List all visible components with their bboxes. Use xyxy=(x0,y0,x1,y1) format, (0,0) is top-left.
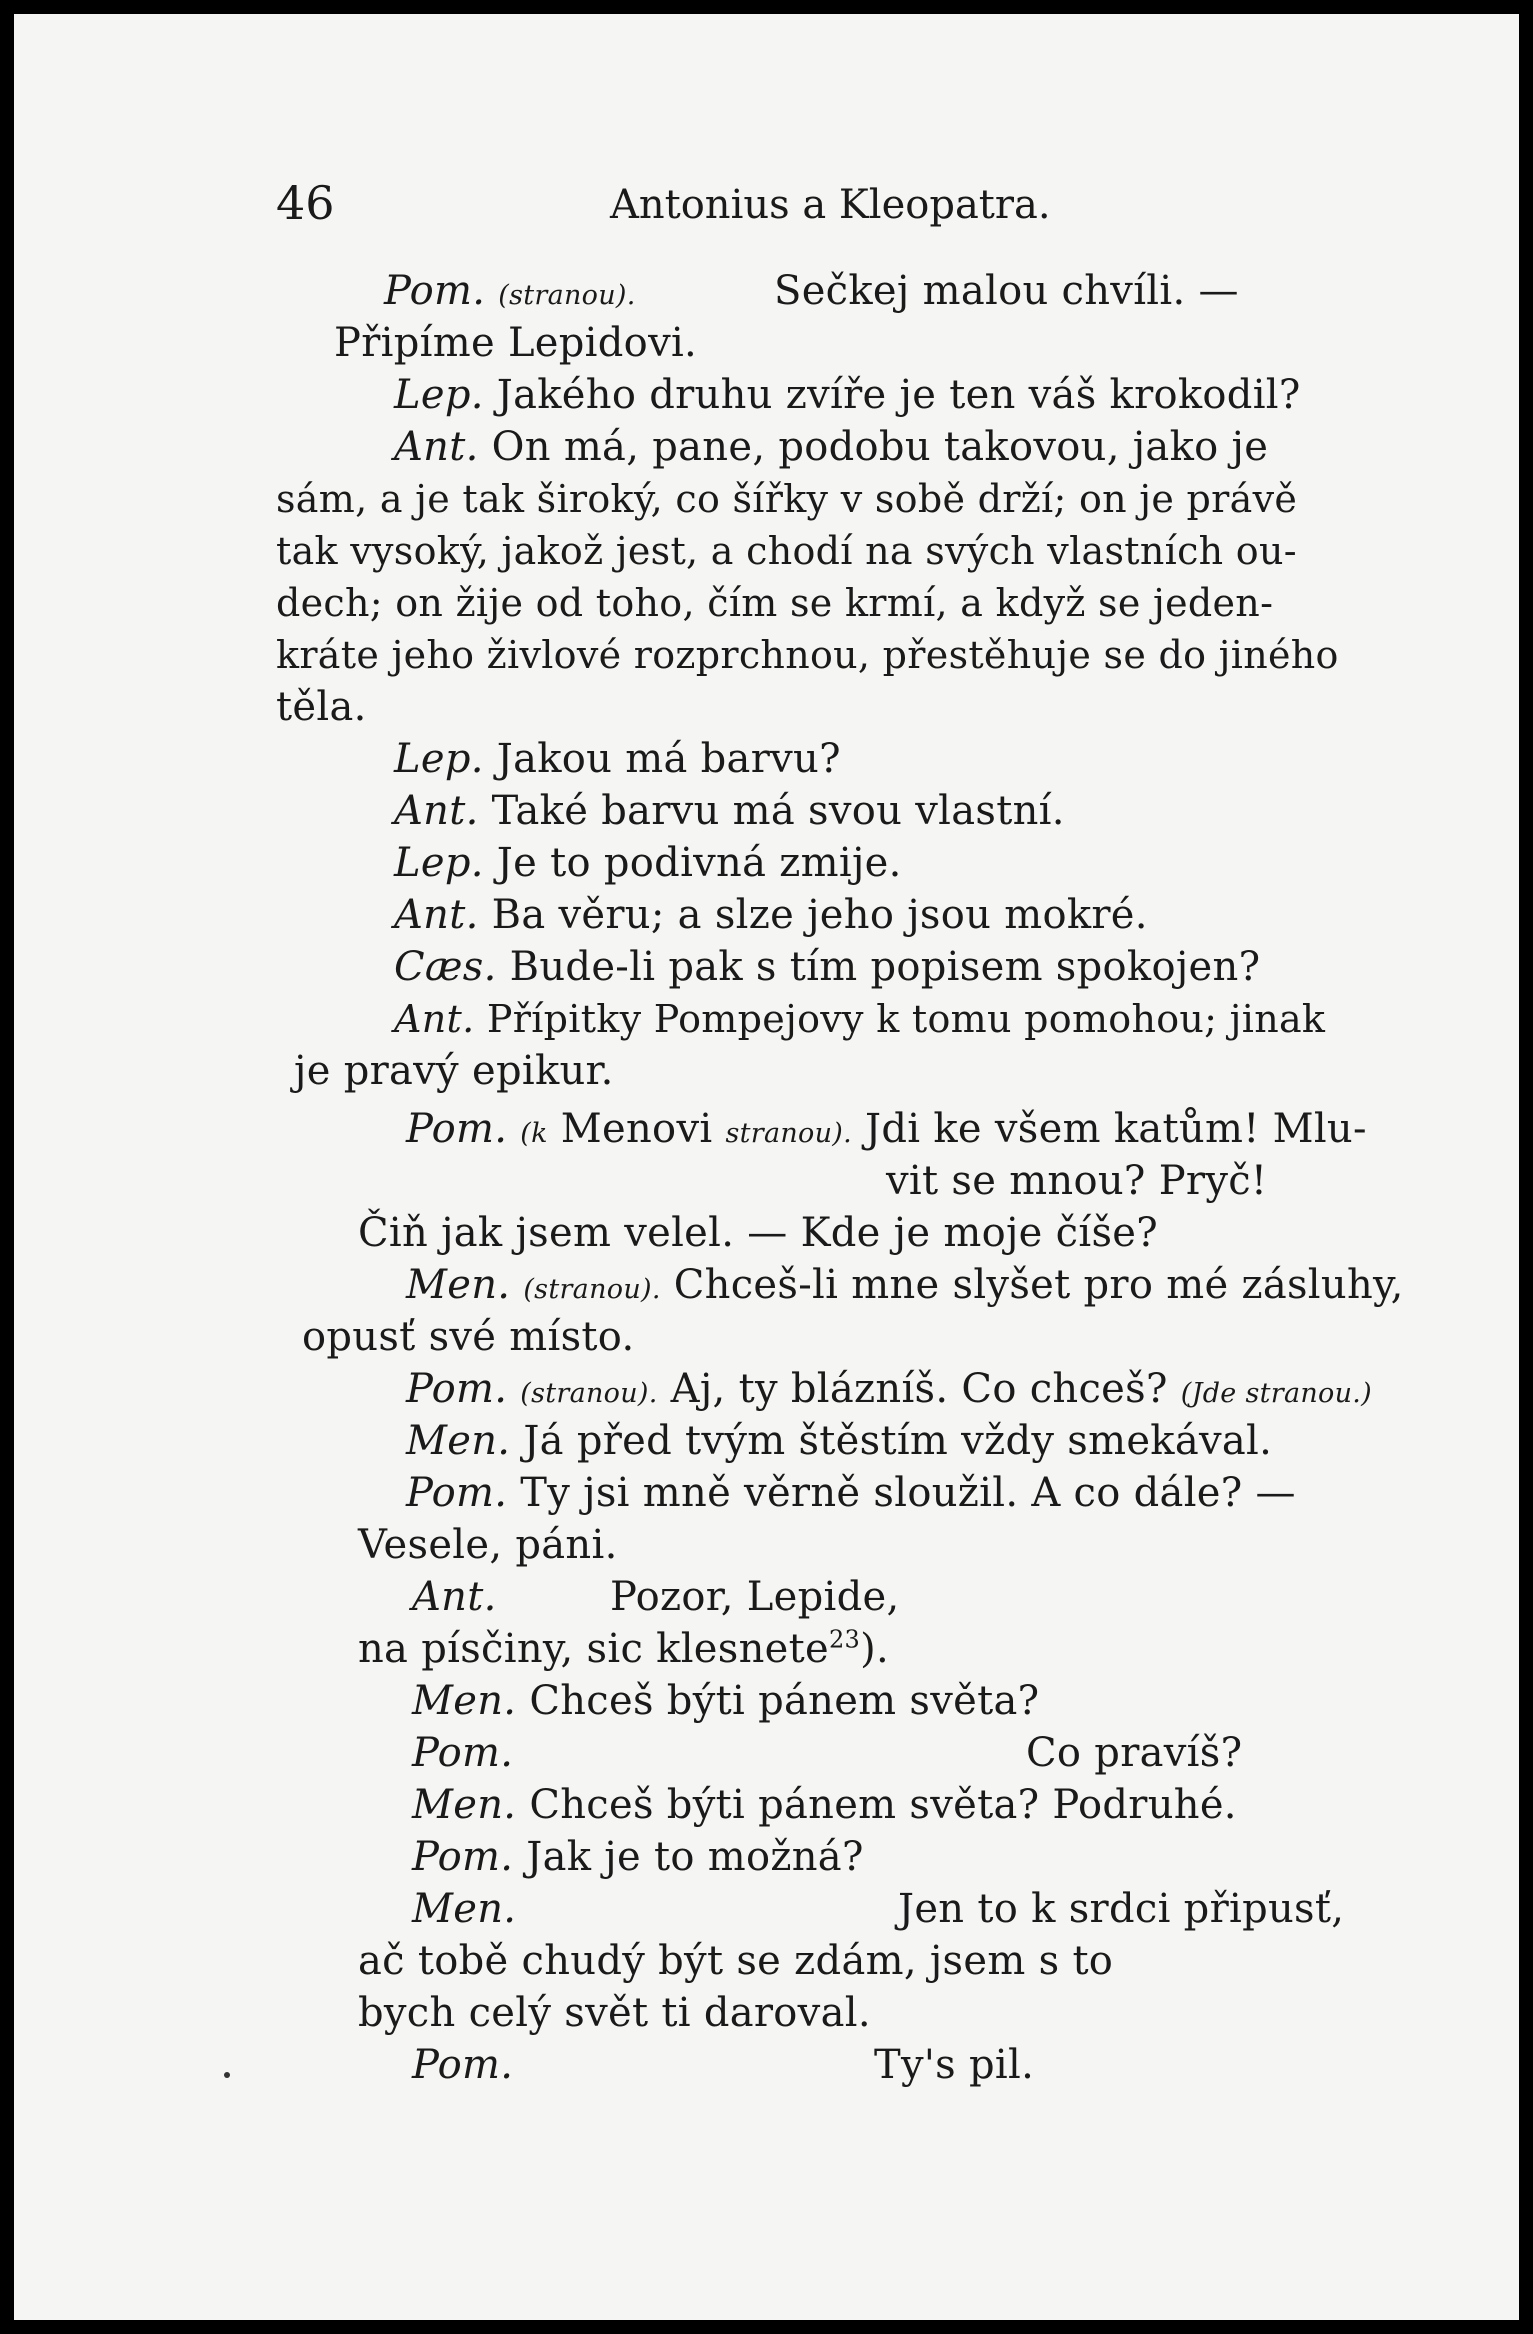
text-line xyxy=(358,1988,871,2038)
text-line xyxy=(610,1572,900,1622)
text-line xyxy=(412,1572,497,1622)
text-line xyxy=(394,994,1325,1044)
text-line xyxy=(774,266,1239,316)
speaker: Ant. xyxy=(394,997,475,1041)
speaker: Men. xyxy=(412,1678,517,1724)
speaker: Men. xyxy=(412,1782,517,1828)
line-text: Chceš-li mne slyšet pro mé zásluhy, xyxy=(673,1262,1404,1308)
speaker: Pom. xyxy=(412,1730,514,1776)
text-line xyxy=(358,1936,1113,1986)
line-text: opusť své místo. xyxy=(302,1314,635,1360)
line-text: Co pravíš? xyxy=(1026,1730,1243,1776)
text-line xyxy=(334,318,697,368)
text-line xyxy=(406,1416,1272,1466)
speaker: Ant. xyxy=(394,788,479,834)
text-line xyxy=(394,890,1148,940)
line-text: těla. xyxy=(276,684,367,730)
speaker: Men. xyxy=(406,1418,511,1464)
line-text: Bude-li pak s tím popisem spokojen? xyxy=(509,944,1261,990)
line-text: dech; on žije od toho, čím se krmí, a když se jeden- xyxy=(276,581,1274,625)
text-line xyxy=(358,1520,618,1570)
line-text: Já před tvým štěstím vždy smekával. xyxy=(523,1418,1273,1464)
text-line xyxy=(412,1676,1039,1726)
text-line xyxy=(276,526,1297,576)
speaker: Lep. xyxy=(394,372,484,418)
speaker: Lep. xyxy=(394,736,484,782)
stage-direction: (stranou). xyxy=(523,1274,661,1305)
text-line xyxy=(406,1260,1404,1315)
line-text: Jen to k srdci připusť, xyxy=(898,1886,1345,1932)
stage-direction: (stranou). xyxy=(520,1378,658,1409)
speaker: Ant. xyxy=(394,892,479,938)
line-text: Přípitky Pompejovy k tomu pomohou; jinak xyxy=(486,997,1326,1041)
line-text: Jakou má barvu? xyxy=(496,736,841,782)
line-text: je pravý epikur. xyxy=(294,1048,614,1094)
line-text: Ty's pil. xyxy=(874,2042,1035,2088)
line-text: vit se mnou? Pryč! xyxy=(886,1158,1268,1204)
text-line xyxy=(412,1884,516,1934)
text-line xyxy=(1026,1728,1242,1778)
line-text: Ba věru; a slze jeho jsou mokré. xyxy=(491,892,1148,938)
line-text: On má, pane, podobu takovou, jako je xyxy=(491,424,1269,470)
speaker: Cæs. xyxy=(394,944,497,990)
text-line xyxy=(276,474,1297,524)
text-line xyxy=(358,1624,889,1674)
line-text: Ty jsi mně věrně sloužil. A co dále? — xyxy=(520,1470,1296,1516)
text-line xyxy=(394,370,1301,420)
line-text: sám, a je tak široký, co šířky v sobě drží; on je právě xyxy=(276,477,1298,521)
speaker: Pom. xyxy=(384,268,486,314)
line-text: Menovi xyxy=(560,1106,713,1152)
speaker: Pom. xyxy=(412,1834,514,1880)
line-text: Pozor, Lepide, xyxy=(610,1574,900,1620)
line-text: Je to podivná zmije. xyxy=(496,840,902,886)
line-text: Jak je to možná? xyxy=(526,1834,864,1880)
line-text: Čiň jak jsem velel. — Kde je moje číše? xyxy=(358,1210,1159,1256)
line-text: na písčiny, sic klesnete xyxy=(358,1626,829,1672)
speaker: Pom. xyxy=(406,1366,508,1412)
line-text: kráte jeho živlové rozprchnou, přestěhuje se do jiného xyxy=(276,633,1339,677)
stage-direction: stranou). xyxy=(725,1118,853,1149)
speaker: Men. xyxy=(412,1886,517,1932)
line-text: bych celý svět ti daroval. xyxy=(358,1990,871,2036)
running-title: Antonius a Kleopatra. xyxy=(610,182,1051,228)
speaker: Lep. xyxy=(394,840,484,886)
text-line xyxy=(886,1156,1267,1206)
text-line xyxy=(412,1728,513,1778)
text-line xyxy=(406,1364,1372,1419)
speaker: Men. xyxy=(406,1262,511,1308)
text-line xyxy=(412,1780,1237,1830)
line-text: Jdi ke všem katům! Mlu- xyxy=(865,1106,1367,1152)
line-text: Aj, ty blázníš. Co chceš? xyxy=(670,1366,1168,1412)
line-text: Sečkej malou chvíli. — xyxy=(774,268,1239,314)
speaker: Pom. xyxy=(412,2042,514,2088)
text-line xyxy=(406,1104,1367,1159)
page-number: 46 xyxy=(276,176,335,230)
text-line xyxy=(276,682,367,732)
line-text: Připíme Lepidovi. xyxy=(334,320,698,366)
book-page xyxy=(14,14,1519,2320)
text-line xyxy=(384,266,636,321)
speaker: Pom. xyxy=(406,1106,508,1152)
text-line xyxy=(276,578,1273,628)
line-text: Chceš býti pánem světa? Podruhé. xyxy=(529,1782,1237,1828)
footnote-ref: 23 xyxy=(828,1625,861,1654)
text-line xyxy=(394,838,902,888)
text-line xyxy=(302,1312,635,1362)
line-text: Vesele, páni. xyxy=(358,1522,618,1568)
stage-direction: (stranou). xyxy=(498,280,636,311)
text-line xyxy=(412,2040,513,2090)
line-text: Také barvu má svou vlastní. xyxy=(491,788,1065,834)
speaker: Ant. xyxy=(394,424,479,470)
text-line xyxy=(898,1884,1344,1934)
text-line xyxy=(874,2040,1034,2090)
ink-speck xyxy=(224,2072,230,2078)
text-line xyxy=(394,786,1065,836)
stage-direction: (Jde stranou.) xyxy=(1180,1378,1373,1409)
text-line xyxy=(394,422,1268,472)
text-line xyxy=(276,630,1339,680)
text-line xyxy=(394,734,841,784)
speaker: Ant. xyxy=(412,1574,497,1620)
line-text: Chceš býti pánem světa? xyxy=(529,1678,1040,1724)
text-line xyxy=(406,1468,1296,1518)
text-line xyxy=(412,1832,864,1882)
stage-direction: (k xyxy=(520,1118,548,1149)
line-text: tak vysoký, jakož jest, a chodí na svých vlastních ou- xyxy=(276,529,1297,573)
line-text: ač tobě chudý být se zdám, jsem s to xyxy=(358,1938,1114,1984)
text-line xyxy=(358,1208,1158,1258)
line-text: ). xyxy=(860,1626,890,1672)
text-line xyxy=(294,1046,614,1096)
line-text: Jakého druhu zvíře je ten váš krokodil? xyxy=(496,372,1301,418)
text-line xyxy=(394,942,1260,992)
speaker: Pom. xyxy=(406,1470,508,1516)
